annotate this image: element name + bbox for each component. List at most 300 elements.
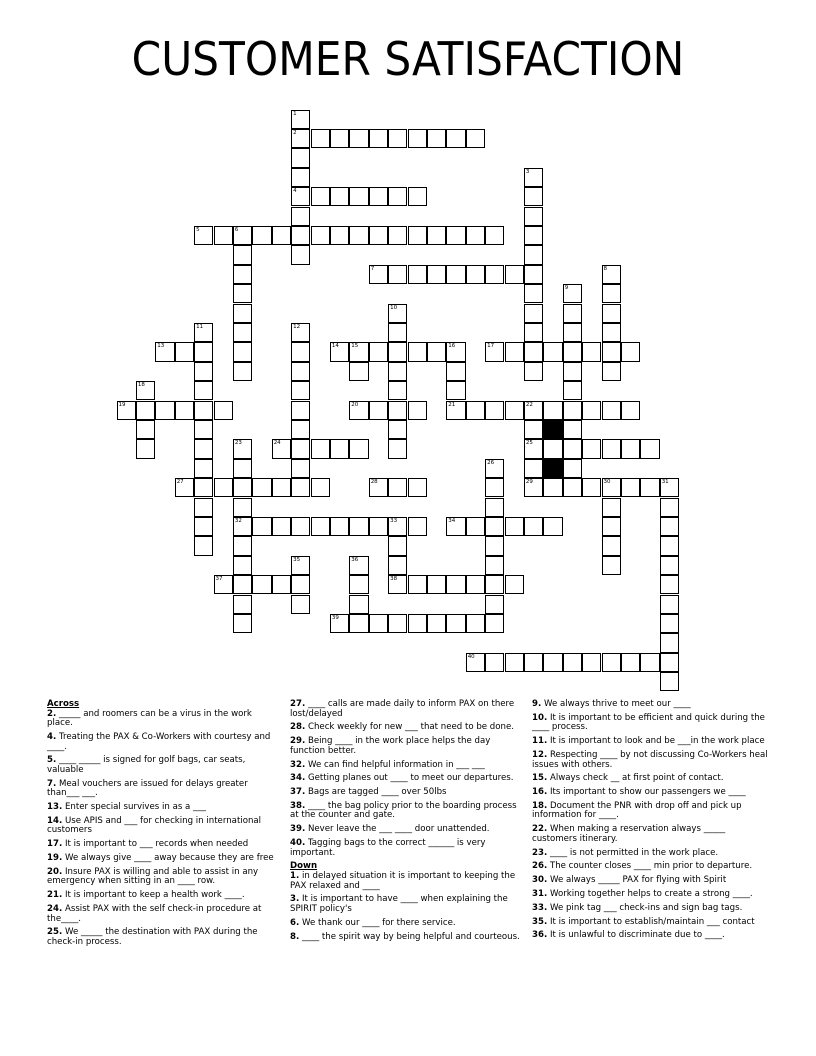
cell-number: 11 [196, 323, 204, 330]
grid-cell[interactable] [524, 168, 543, 187]
grid-cell[interactable] [369, 401, 388, 420]
grid-cell[interactable] [524, 265, 543, 284]
grid-cell[interactable] [466, 226, 485, 245]
grid-cell[interactable] [466, 517, 485, 536]
grid-cell[interactable] [388, 265, 407, 284]
grid-cell[interactable] [388, 323, 407, 342]
grid-cell[interactable] [388, 575, 407, 594]
grid-cell[interactable] [233, 226, 252, 245]
grid-cell[interactable] [408, 342, 427, 361]
clue-text: Tagging bags to the correct ______ is very important. [290, 838, 486, 858]
cell-number: 1 [293, 110, 297, 117]
grid-cell[interactable] [582, 478, 601, 497]
grid-cell[interactable] [485, 536, 504, 555]
grid-cell[interactable] [446, 517, 465, 536]
grid-cell[interactable] [602, 498, 621, 517]
grid-cell[interactable] [272, 575, 291, 594]
clue-text: It is important to have ____ when explaining the SPIRIT policy's [290, 894, 508, 914]
grid-cell[interactable] [602, 401, 621, 420]
grid-cell[interactable] [388, 536, 407, 555]
grid-cell[interactable] [446, 575, 465, 594]
grid-cell[interactable] [330, 342, 349, 361]
grid-cell[interactable] [602, 284, 621, 303]
grid-cell[interactable] [427, 342, 446, 361]
grid-cell[interactable] [291, 342, 310, 361]
grid-cell[interactable] [388, 517, 407, 536]
grid-cell[interactable] [252, 478, 271, 497]
grid-cell[interactable] [524, 323, 543, 342]
grid-cell[interactable] [194, 401, 213, 420]
grid-cell[interactable] [485, 498, 504, 517]
grid-cell[interactable] [621, 439, 640, 458]
grid-cell[interactable] [524, 439, 543, 458]
grid-cell[interactable] [543, 342, 562, 361]
grid-cell[interactable] [349, 439, 368, 458]
grid-cell[interactable] [388, 342, 407, 361]
clue-number: 34. [290, 773, 306, 784]
grid-cell[interactable] [291, 129, 310, 148]
grid-cell[interactable] [543, 517, 562, 536]
clue-number: 4. [47, 731, 57, 742]
grid-cell[interactable] [408, 129, 427, 148]
grid-cell[interactable] [194, 439, 213, 458]
grid-cell[interactable] [349, 129, 368, 148]
grid-cell[interactable] [524, 284, 543, 303]
grid-cell[interactable] [291, 381, 310, 400]
grid-cell[interactable] [291, 207, 310, 226]
grid-cell[interactable] [175, 342, 194, 361]
clue-text: Assist PAX with the self check-in procedure at the____. [47, 903, 262, 924]
grid-cell[interactable] [272, 517, 291, 536]
grid-cell[interactable] [602, 265, 621, 284]
clue-item [290, 895, 525, 914]
grid-cell[interactable] [233, 556, 252, 575]
grid-cell[interactable] [175, 401, 194, 420]
cell-number: 31 [661, 479, 669, 486]
grid-cell[interactable] [524, 304, 543, 323]
grid-cell[interactable] [408, 187, 427, 206]
grid-cell[interactable] [485, 653, 504, 672]
grid-cell[interactable] [660, 614, 679, 633]
grid-cell[interactable] [388, 614, 407, 633]
grid-cell[interactable] [291, 575, 310, 594]
grid-cell[interactable] [563, 362, 582, 381]
grid-cell[interactable] [311, 478, 330, 497]
grid-cell[interactable] [602, 556, 621, 575]
grid-cell[interactable] [408, 478, 427, 497]
grid-cell[interactable] [446, 226, 465, 245]
grid-cell[interactable] [427, 226, 446, 245]
grid-cell[interactable] [505, 401, 524, 420]
grid-cell[interactable] [369, 265, 388, 284]
grid-cell[interactable] [543, 653, 562, 672]
grid-cell[interactable] [369, 517, 388, 536]
cell-number: 38 [390, 576, 398, 583]
clue-number: 2. [47, 708, 57, 719]
grid-cell[interactable] [252, 517, 271, 536]
grid-cell[interactable] [660, 672, 679, 691]
grid-cell[interactable] [408, 614, 427, 633]
grid-cell[interactable] [660, 517, 679, 536]
grid-cell[interactable] [330, 129, 349, 148]
grid-cell[interactable] [233, 245, 252, 264]
grid-cell[interactable] [524, 187, 543, 206]
grid-cell[interactable] [563, 401, 582, 420]
grid-cell[interactable] [427, 614, 446, 633]
grid-cell[interactable] [505, 575, 524, 594]
clue-number: 21. [47, 890, 63, 901]
clues-column-2 [290, 700, 525, 946]
cell-number: 29 [525, 479, 533, 486]
grid-cell[interactable] [349, 575, 368, 594]
clue-item [290, 872, 525, 891]
grid-cell[interactable] [369, 614, 388, 633]
grid-cell[interactable] [252, 575, 271, 594]
grid-cell[interactable] [602, 478, 621, 497]
grid-cell[interactable] [233, 517, 252, 536]
grid-cell[interactable] [291, 362, 310, 381]
grid-cell[interactable] [291, 323, 310, 342]
grid-cell[interactable] [233, 459, 252, 478]
grid-cell[interactable] [640, 439, 659, 458]
grid-cell[interactable] [524, 653, 543, 672]
grid-cell[interactable] [155, 401, 174, 420]
grid-cell[interactable] [194, 459, 213, 478]
grid-cell[interactable] [408, 265, 427, 284]
grid-cell[interactable] [349, 517, 368, 536]
grid-cell[interactable] [291, 459, 310, 478]
grid-cell[interactable] [194, 498, 213, 517]
grid-cell[interactable] [136, 439, 155, 458]
grid-cell[interactable] [349, 362, 368, 381]
grid-cell[interactable] [621, 342, 640, 361]
clue-number: 38. [290, 800, 306, 811]
grid-cell[interactable] [136, 381, 155, 400]
grid-cell[interactable] [524, 245, 543, 264]
grid-cell[interactable] [563, 420, 582, 439]
grid-cell[interactable] [291, 148, 310, 167]
grid-cell[interactable] [369, 129, 388, 148]
grid-cell[interactable] [330, 614, 349, 633]
grid-cell[interactable] [582, 653, 601, 672]
grid-cell[interactable] [233, 478, 252, 497]
grid-cell[interactable] [233, 536, 252, 555]
clue-text: Meal vouchers are issued for delays greater than___ ___. [47, 778, 248, 799]
clue-item [290, 802, 525, 821]
grid-cell[interactable] [311, 439, 330, 458]
grid-cell[interactable] [660, 633, 679, 652]
grid-cell[interactable] [524, 342, 543, 361]
grid-cell[interactable] [621, 401, 640, 420]
clue-item [47, 817, 279, 836]
grid-cell[interactable] [524, 362, 543, 381]
grid-cell[interactable] [291, 110, 310, 129]
grid-cell[interactable] [408, 517, 427, 536]
clue-number: 39. [290, 824, 306, 835]
grid-cell[interactable] [563, 323, 582, 342]
grid-cell[interactable] [485, 614, 504, 633]
grid-cell[interactable] [466, 401, 485, 420]
clue-text: We pink tag ___ check-ins and sign bag tags. [549, 902, 743, 913]
grid-cell[interactable] [233, 575, 252, 594]
grid-cell[interactable] [311, 187, 330, 206]
grid-cell[interactable] [291, 187, 310, 206]
cell-number: 19 [118, 401, 126, 408]
grid-cell[interactable] [427, 129, 446, 148]
grid-cell[interactable] [233, 342, 252, 361]
grid-cell[interactable] [388, 478, 407, 497]
grid-cell[interactable] [388, 187, 407, 206]
clue-item [47, 840, 279, 850]
grid-cell[interactable] [369, 226, 388, 245]
grid-cell[interactable] [485, 556, 504, 575]
grid-cell[interactable] [466, 129, 485, 148]
clue-item [290, 919, 525, 929]
grid-cell[interactable] [233, 498, 252, 517]
grid-cell[interactable] [349, 187, 368, 206]
grid-cell[interactable] [117, 401, 136, 420]
grid-cell[interactable] [446, 129, 465, 148]
grid-cell[interactable] [485, 342, 504, 361]
grid-cell[interactable] [252, 226, 271, 245]
grid-cell[interactable] [427, 265, 446, 284]
grid-cell[interactable] [311, 129, 330, 148]
grid-cell[interactable] [330, 187, 349, 206]
grid-cell[interactable] [291, 401, 310, 420]
grid-cell[interactable] [291, 439, 310, 458]
grid-cell[interactable] [233, 614, 252, 633]
grid-cell[interactable] [602, 536, 621, 555]
grid-cell[interactable] [388, 556, 407, 575]
grid-cell[interactable] [349, 595, 368, 614]
grid-cell[interactable] [194, 381, 213, 400]
clue-item [290, 788, 525, 798]
grid-cell[interactable] [408, 226, 427, 245]
grid-cell[interactable] [660, 498, 679, 517]
grid-cell[interactable] [563, 342, 582, 361]
grid-cell[interactable] [446, 265, 465, 284]
grid-cell[interactable] [563, 478, 582, 497]
clue-item [532, 825, 772, 844]
grid-cell[interactable] [194, 342, 213, 361]
grid-cell[interactable] [446, 401, 465, 420]
grid-cell[interactable] [291, 168, 310, 187]
grid-cell[interactable] [349, 614, 368, 633]
grid-cell[interactable] [233, 265, 252, 284]
grid-cell[interactable] [602, 362, 621, 381]
grid-cell[interactable] [621, 478, 640, 497]
grid-cell[interactable] [563, 653, 582, 672]
grid-cell[interactable] [388, 362, 407, 381]
grid-cell[interactable] [408, 401, 427, 420]
grid-cell[interactable] [388, 129, 407, 148]
grid-cell[interactable] [505, 342, 524, 361]
grid-cell[interactable] [349, 226, 368, 245]
grid-cell[interactable] [524, 420, 543, 439]
grid-cell[interactable] [388, 226, 407, 245]
grid-cell[interactable] [311, 517, 330, 536]
grid-cell[interactable] [485, 226, 504, 245]
grid-cell[interactable] [446, 342, 465, 361]
grid-cell[interactable] [466, 575, 485, 594]
grid-cell[interactable] [233, 284, 252, 303]
grid-cell[interactable] [660, 575, 679, 594]
clue-text: It is important to look and be ___in the work place [549, 736, 765, 747]
grid-cell[interactable] [349, 556, 368, 575]
grid-cell[interactable] [602, 323, 621, 342]
grid-cell[interactable] [660, 595, 679, 614]
grid-cell[interactable] [602, 342, 621, 361]
grid-cell[interactable] [272, 439, 291, 458]
cell-number: 35 [293, 556, 301, 563]
grid-cell[interactable] [233, 439, 252, 458]
grid-cell[interactable] [272, 226, 291, 245]
grid-cell[interactable] [602, 517, 621, 536]
grid-cell[interactable] [233, 304, 252, 323]
grid-cell[interactable] [563, 304, 582, 323]
clue-number: 27. [290, 699, 306, 709]
clue-item [532, 890, 772, 900]
grid-cell[interactable] [291, 420, 310, 439]
grid-cell[interactable] [194, 478, 213, 497]
cell-number: 14 [331, 343, 339, 350]
grid-cell[interactable] [563, 459, 582, 478]
grid-cell[interactable] [505, 653, 524, 672]
grid-cell[interactable] [563, 284, 582, 303]
grid-cell[interactable] [194, 362, 213, 381]
clue-item [532, 700, 772, 710]
grid-cell[interactable] [330, 439, 349, 458]
grid-cell[interactable] [291, 226, 310, 245]
grid-cell[interactable] [349, 342, 368, 361]
grid-cell[interactable] [505, 517, 524, 536]
grid-cell[interactable] [291, 556, 310, 575]
grid-cell[interactable] [194, 517, 213, 536]
grid-cell[interactable] [524, 401, 543, 420]
grid-cell[interactable] [563, 439, 582, 458]
grid-cell[interactable] [388, 439, 407, 458]
cell-number: 17 [487, 343, 495, 350]
clue-text: We thank our ____ for there service. [301, 917, 456, 928]
grid-cell[interactable] [621, 653, 640, 672]
grid-cell[interactable] [466, 614, 485, 633]
grid-cell[interactable] [291, 595, 310, 614]
grid-cell[interactable] [388, 420, 407, 439]
grid-cell[interactable] [660, 556, 679, 575]
clue-number: 35. [532, 916, 548, 927]
grid-cell[interactable] [602, 304, 621, 323]
grid-cell[interactable] [485, 459, 504, 478]
grid-cell[interactable] [446, 381, 465, 400]
grid-cell[interactable] [233, 323, 252, 342]
clue-text: We always thrive to meet our ____ [543, 699, 691, 709]
clue-item [532, 737, 772, 747]
grid-cell[interactable] [446, 362, 465, 381]
grid-cell[interactable] [214, 575, 233, 594]
grid-cell[interactable] [369, 342, 388, 361]
grid-cell[interactable] [660, 536, 679, 555]
grid-cell[interactable] [543, 401, 562, 420]
grid-cell[interactable] [524, 207, 543, 226]
grid-cell[interactable] [330, 517, 349, 536]
grid-cell[interactable] [369, 478, 388, 497]
grid-cell[interactable] [466, 265, 485, 284]
grid-cell[interactable] [582, 342, 601, 361]
cell-number: 34 [448, 517, 456, 524]
grid-cell[interactable] [446, 614, 465, 633]
grid-cell[interactable] [485, 401, 504, 420]
grid-cell[interactable] [524, 459, 543, 478]
grid-cell[interactable] [640, 653, 659, 672]
grid-cell[interactable] [175, 478, 194, 497]
grid-cell[interactable] [505, 265, 524, 284]
grid-cell[interactable] [369, 187, 388, 206]
grid-cell[interactable] [136, 420, 155, 439]
grid-cell[interactable] [291, 245, 310, 264]
cell-number: 7 [370, 265, 375, 272]
grid-cell[interactable] [485, 595, 504, 614]
grid-cell[interactable] [563, 381, 582, 400]
grid-cell[interactable] [543, 439, 562, 458]
grid-cell[interactable] [408, 575, 427, 594]
grid-cell[interactable] [660, 478, 679, 497]
grid-cell[interactable] [524, 517, 543, 536]
clue-number: 17. [47, 839, 63, 850]
grid-cell[interactable] [272, 478, 291, 497]
grid-cell[interactable] [602, 653, 621, 672]
clue-number: 7. [47, 778, 57, 789]
grid-cell[interactable] [214, 226, 233, 245]
grid-cell[interactable] [214, 478, 233, 497]
grid-cell[interactable] [291, 517, 310, 536]
grid-cell[interactable] [233, 595, 252, 614]
grid-cell[interactable] [466, 653, 485, 672]
grid-cell[interactable] [291, 478, 310, 497]
grid-cell[interactable] [388, 401, 407, 420]
grid-cell[interactable] [194, 536, 213, 555]
cell-number: 13 [157, 343, 165, 350]
clue-item [532, 876, 772, 886]
grid-cell[interactable] [660, 653, 679, 672]
grid-cell[interactable] [640, 478, 659, 497]
grid-cell[interactable] [524, 226, 543, 245]
grid-cell[interactable] [194, 226, 213, 245]
grid-cell[interactable] [155, 342, 174, 361]
grid-cell[interactable] [485, 575, 504, 594]
grid-cell[interactable] [311, 226, 330, 245]
grid-cell[interactable] [214, 401, 233, 420]
grid-cell[interactable] [194, 420, 213, 439]
grid-cell[interactable] [388, 381, 407, 400]
grid-cell[interactable] [485, 265, 504, 284]
grid-cell[interactable] [388, 304, 407, 323]
clue-item [532, 802, 772, 821]
grid-cell[interactable] [485, 517, 504, 536]
grid-cell[interactable] [524, 478, 543, 497]
grid-cell[interactable] [330, 226, 349, 245]
grid-cell[interactable] [602, 439, 621, 458]
grid-cell[interactable] [485, 478, 504, 497]
grid-cell[interactable] [582, 439, 601, 458]
clue-text: It is unlawful to discriminate due to ____. [549, 930, 725, 941]
grid-cell[interactable] [427, 575, 446, 594]
grid-cell[interactable] [194, 323, 213, 342]
grid-cell[interactable] [582, 401, 601, 420]
grid-cell[interactable] [543, 478, 562, 497]
grid-cell[interactable] [349, 401, 368, 420]
grid-cell[interactable] [136, 401, 155, 420]
grid-cell[interactable] [233, 362, 252, 381]
